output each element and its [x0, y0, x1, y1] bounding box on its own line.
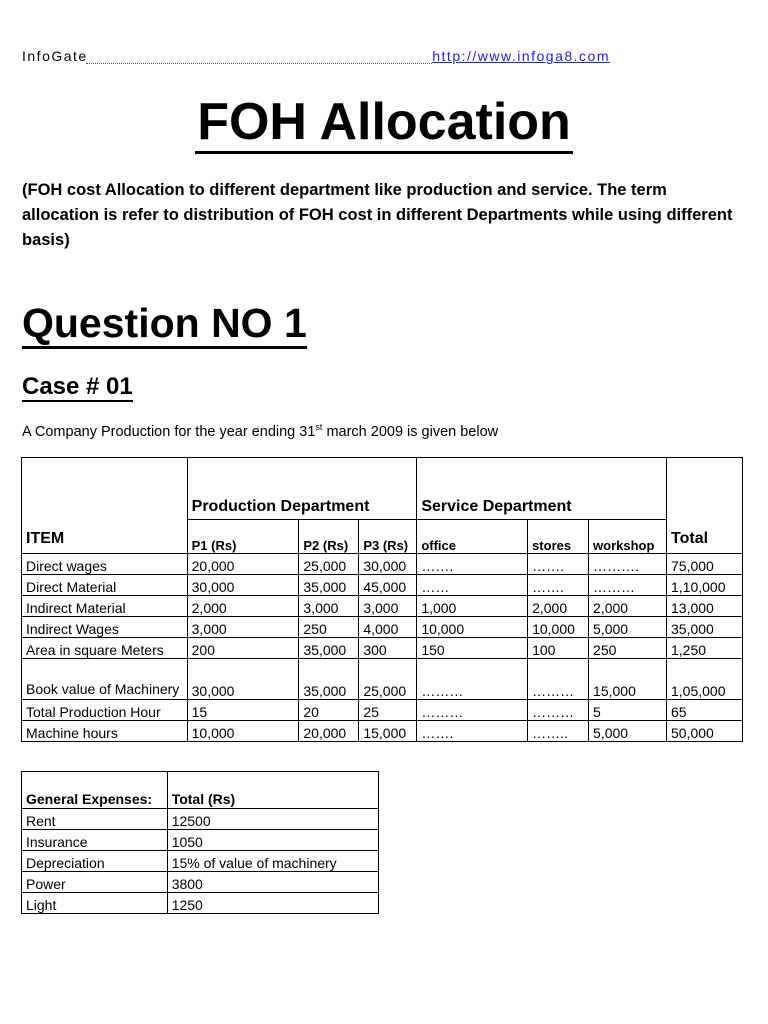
- allocation-table: [21, 457, 743, 742]
- table-cell: ………: [417, 659, 528, 700]
- table-cell: 30,000: [187, 575, 299, 596]
- table-cell: 1,250: [667, 638, 743, 659]
- table-cell: 2,000: [528, 596, 589, 617]
- lead-text-before: A Company Production for the year ending 31: [22, 423, 316, 440]
- production-header: Production Department: [187, 458, 417, 520]
- table-cell: 35,000: [299, 638, 359, 659]
- subheader-workshop: workshop: [589, 520, 667, 554]
- table-cell: 2,000: [187, 596, 299, 617]
- table-cell: 35,000: [299, 575, 359, 596]
- expense-value-cell: 12500: [167, 809, 378, 830]
- lead-superscript: st: [315, 422, 323, 432]
- table-cell: 1,000: [417, 596, 528, 617]
- table-cell: 2,000: [589, 596, 667, 617]
- site-name: InfoGate: [22, 48, 88, 64]
- service-header: Service Department: [417, 458, 667, 520]
- table-row: [22, 659, 743, 700]
- table-cell: 75,000: [667, 554, 743, 575]
- lead-text-after: march 2009 is given below: [322, 423, 499, 440]
- general-expenses-table: [21, 771, 379, 914]
- row-label-cell: Indirect Wages: [22, 617, 188, 638]
- table-cell: 20: [299, 700, 359, 721]
- intro-paragraph: (FOH cost Allocation to different department like production and service. The term allocation is refer to distribution of FOH cost in different Departments while using different basis): [22, 181, 733, 249]
- table-cell: 1,05,000: [667, 659, 743, 700]
- general-header-row: [22, 772, 379, 809]
- table-cell: 10,000: [187, 721, 299, 742]
- table-cell: ……….: [589, 554, 667, 575]
- subheader-office: office: [417, 520, 528, 554]
- expense-value-cell: 1250: [167, 893, 378, 914]
- table-cell: ………: [589, 575, 667, 596]
- table-cell: 25: [359, 700, 417, 721]
- page-title: [0, 92, 768, 152]
- table-cell: 200: [187, 638, 299, 659]
- lead-sentence: [22, 422, 498, 440]
- general-expenses-body: [22, 809, 379, 914]
- row-label-cell: Area in square Meters: [22, 638, 188, 659]
- table-header-row: [22, 458, 743, 520]
- item-header: ITEM: [22, 458, 188, 554]
- case-heading: [22, 373, 133, 401]
- table-cell: 300: [359, 638, 417, 659]
- table-cell: 50,000: [667, 721, 743, 742]
- table-row: [22, 700, 743, 721]
- expense-value-cell: 15% of value of machinery: [167, 851, 378, 872]
- table-cell: 15: [187, 700, 299, 721]
- page-title-text: FOH Allocation: [195, 93, 573, 154]
- table-row: [22, 721, 743, 742]
- table-cell: 25,000: [299, 554, 359, 575]
- table-cell: 15,000: [359, 721, 417, 742]
- expense-label-cell: Depreciation: [22, 851, 168, 872]
- table-cell: 20,000: [299, 721, 359, 742]
- expense-value-cell: 3800: [167, 872, 378, 893]
- question-heading: [22, 300, 307, 347]
- table-cell: …….: [528, 575, 589, 596]
- table-cell: 25,000: [359, 659, 417, 700]
- question-heading-text: Question NO 1: [22, 300, 307, 349]
- table-cell: 250: [589, 638, 667, 659]
- page-header: [22, 48, 610, 68]
- table-cell: 150: [417, 638, 528, 659]
- table-row: [22, 851, 379, 872]
- table-cell: 3,000: [359, 596, 417, 617]
- table-cell: 3,000: [187, 617, 299, 638]
- table-row: [22, 809, 379, 830]
- expense-label-cell: Rent: [22, 809, 168, 830]
- general-expenses-header: General Expenses:: [22, 772, 168, 809]
- table-cell: 65: [667, 700, 743, 721]
- table-cell: 3,000: [299, 596, 359, 617]
- table-cell: 30,000: [187, 659, 299, 700]
- table-cell: …….: [528, 554, 589, 575]
- table-cell: ………: [417, 700, 528, 721]
- general-total-header: Total (Rs): [167, 772, 378, 809]
- table-cell: ……..: [528, 721, 589, 742]
- subheader-p2: P2 (Rs): [299, 520, 359, 554]
- table-row: [22, 893, 379, 914]
- table-cell: 45,000: [359, 575, 417, 596]
- header-dotted-line: [86, 63, 432, 64]
- table-row: [22, 872, 379, 893]
- table-cell: …….: [417, 721, 528, 742]
- table-cell: ………: [528, 659, 589, 700]
- case-heading-text: Case # 01: [22, 373, 133, 400]
- table-row: [22, 554, 743, 575]
- table-cell: ……: [417, 575, 528, 596]
- table-row: [22, 596, 743, 617]
- table-cell: …….: [417, 554, 528, 575]
- table-cell: 35,000: [667, 617, 743, 638]
- allocation-table-body: [22, 554, 743, 742]
- table-cell: 10,000: [528, 617, 589, 638]
- subheader-stores: stores: [528, 520, 589, 554]
- table-row: [22, 830, 379, 851]
- table-row: [22, 638, 743, 659]
- subheader-p3: P3 (Rs): [359, 520, 417, 554]
- expense-label-cell: Insurance: [22, 830, 168, 851]
- table-cell: 250: [299, 617, 359, 638]
- expense-label-cell: Power: [22, 872, 168, 893]
- table-cell: 4,000: [359, 617, 417, 638]
- row-label-cell: Direct Material: [22, 575, 188, 596]
- expense-label-cell: Light: [22, 893, 168, 914]
- table-cell: 5,000: [589, 721, 667, 742]
- table-cell: 30,000: [359, 554, 417, 575]
- expense-value-cell: 1050: [167, 830, 378, 851]
- row-label-cell: Indirect Material: [22, 596, 188, 617]
- table-cell: 10,000: [417, 617, 528, 638]
- subheader-p1: P1 (Rs): [187, 520, 299, 554]
- table-cell: 1,10,000: [667, 575, 743, 596]
- total-header: Total: [667, 458, 743, 554]
- table-cell: 5: [589, 700, 667, 721]
- table-row: [22, 575, 743, 596]
- table-cell: 15,000: [589, 659, 667, 700]
- table-row: [22, 617, 743, 638]
- table-cell: 5,000: [589, 617, 667, 638]
- table-cell: ………: [528, 700, 589, 721]
- table-cell: 13,000: [667, 596, 743, 617]
- table-cell: 20,000: [187, 554, 299, 575]
- table-cell: 35,000: [299, 659, 359, 700]
- row-label-cell: Machine hours: [22, 721, 188, 742]
- row-label-cell: Direct wages: [22, 554, 188, 575]
- site-url-link[interactable]: http://www.infoga8.com: [432, 48, 610, 64]
- table-cell: 100: [528, 638, 589, 659]
- row-label-cell: Book value of Machinery: [22, 659, 188, 700]
- row-label-cell: Total Production Hour: [22, 700, 188, 721]
